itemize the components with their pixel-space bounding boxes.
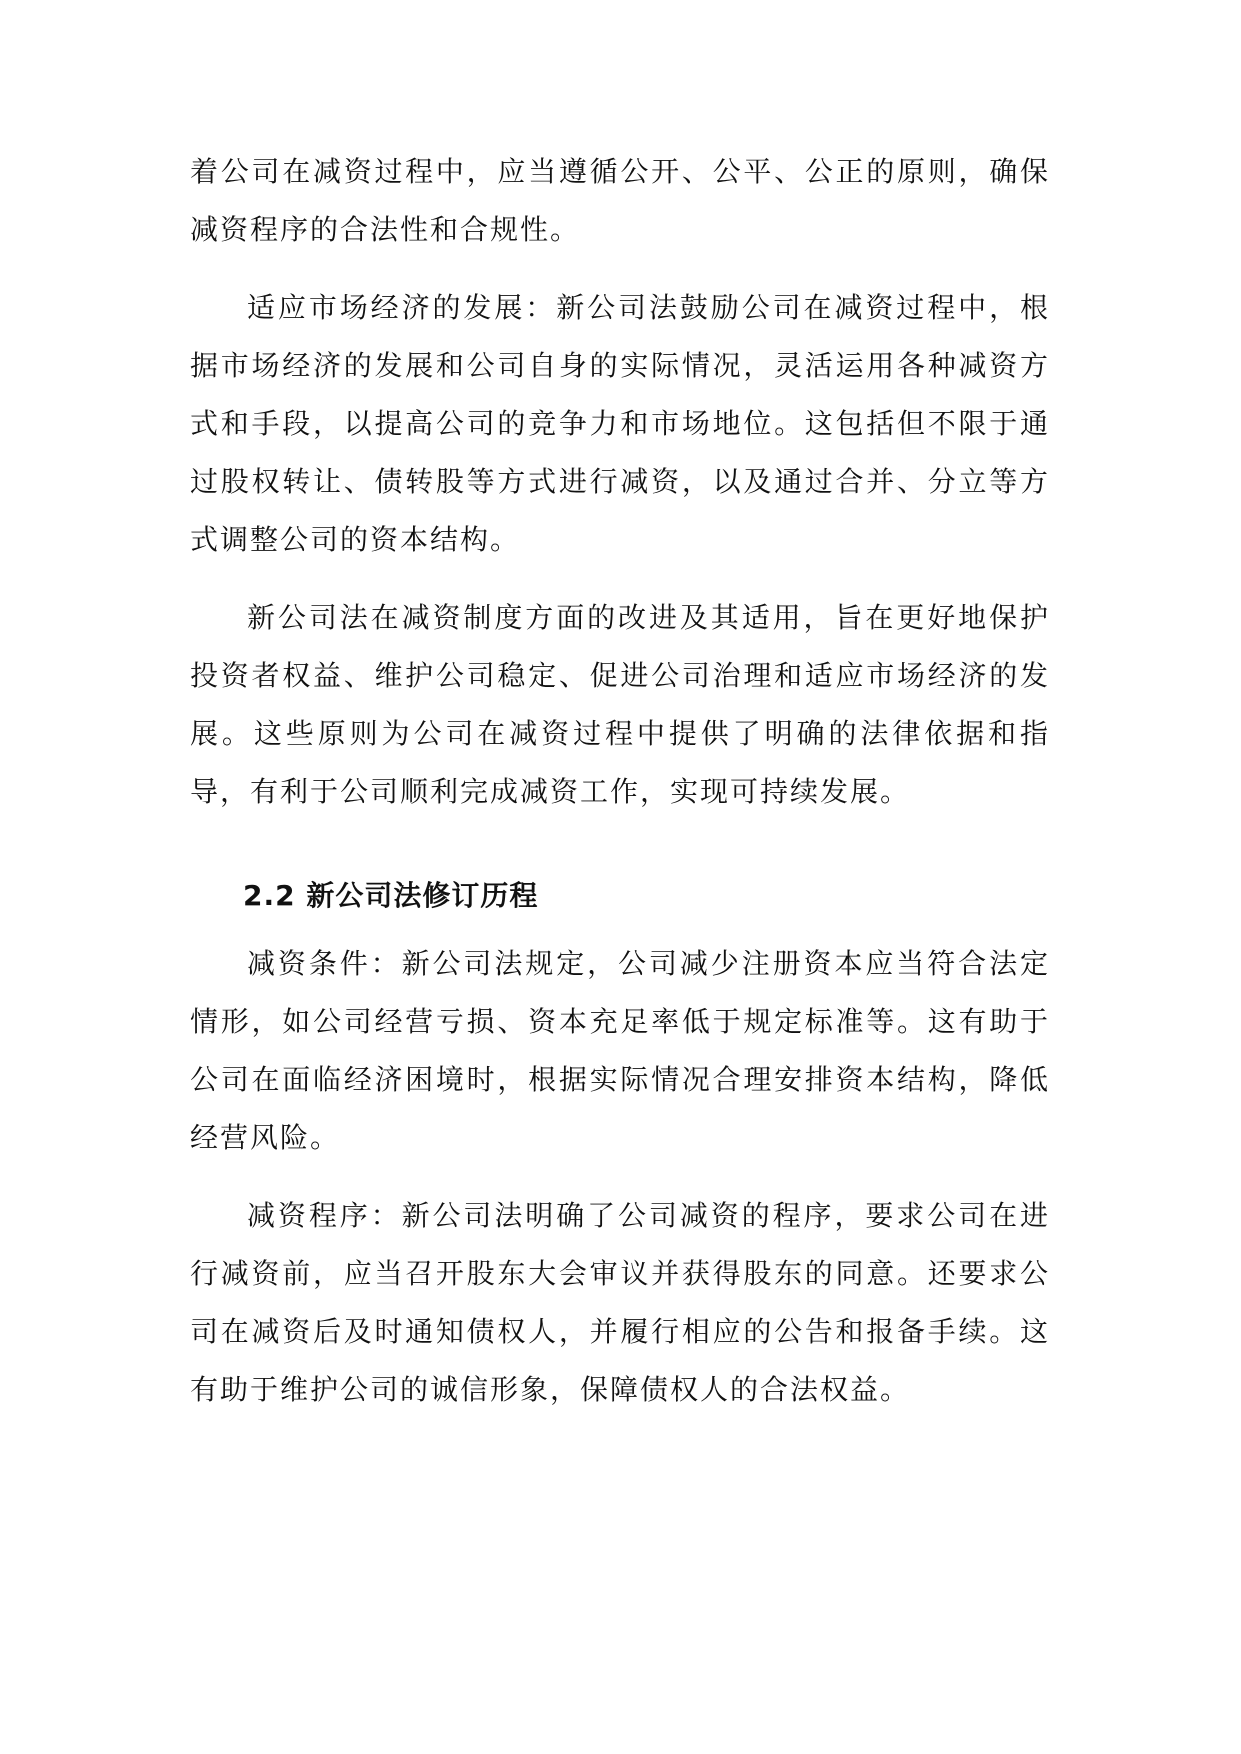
paragraph-gap [190,259,1050,279]
paragraph-summary: 新公司法在减资制度方面的改进及其适用，旨在更好地保护投资者权益、维护公司稳定、促进公司治理和适应市场经济的发展。这些原则为公司在减资过程中提供了明确的法律依据和指导，有利于公司顺利完成减资工作，实现可持续发展。 [190,601,1050,808]
paragraph-gap [190,569,1050,589]
paragraph-gap [190,925,1050,935]
paragraph-reduction-procedure: 减资程序：新公司法明确了公司减资的程序，要求公司在进行减资前，应当召开股东大会审议并获得股东的同意。还要求公司在减资后及时通知债权人，并履行相应的公告和报备手续。这有助于维护公司的诚信形象，保障债权人的合法权益。 [190,1199,1050,1406]
section-heading: 2.2 新公司法修订历程 [243,879,539,912]
paragraph-market-economy: 适应市场经济的发展：新公司法鼓励公司在减资过程中，根据市场经济的发展和公司自身的实际情况，灵活运用各种减资方式和手段，以提高公司的竞争力和市场地位。这包括但不限于通过股权转让、债转股等方式进行减资，以及通过合并、分立等方式调整公司的资本结构。 [190,291,1050,556]
paragraph-continued: 着公司在减资过程中，应当遵循公开、公平、公正的原则，确保减资程序的合法性和合规性。 [190,155,1050,246]
document-body [190,143,1050,1419]
paragraph-gap [190,1167,1050,1187]
paragraph-reduction-conditions: 减资条件：新公司法规定，公司减少注册资本应当符合法定情形，如公司经营亏损、资本充足率低于规定标准等。这有助于公司在面临经济困境时，根据实际情况合理安排资本结构，降低经营风险。 [190,947,1050,1154]
